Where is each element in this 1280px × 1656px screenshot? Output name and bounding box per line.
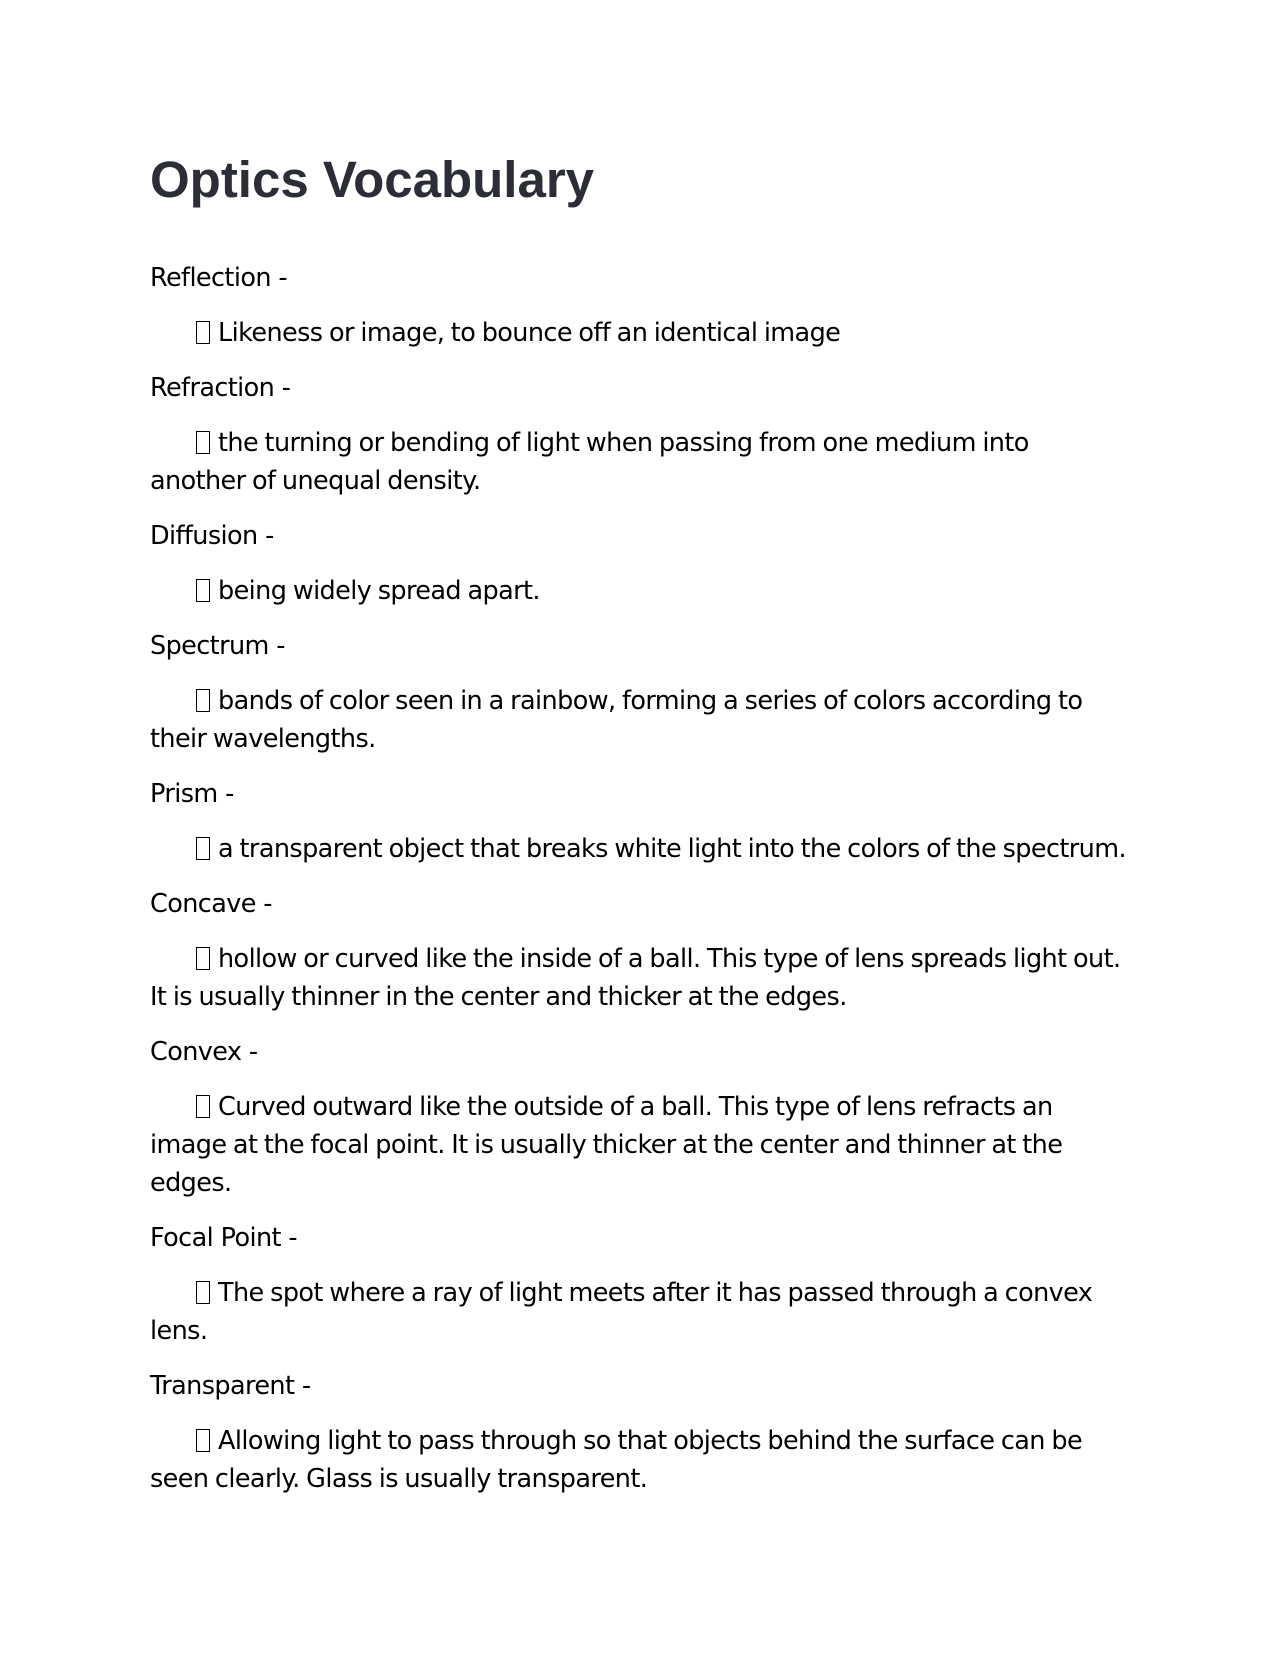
definition-text: the turning or bending of light when passing from one medium into another of unequal density.	[150, 428, 1029, 496]
definition-focal-point	[150, 1274, 1130, 1350]
definition-prism	[150, 830, 1130, 868]
term-convex: Convex -	[150, 1037, 258, 1067]
bullet-placeholder-icon	[196, 579, 210, 602]
definition-diffusion	[150, 572, 1130, 610]
definition-text: Likeness or image, to bounce off an identical image	[218, 318, 841, 348]
term-prism: Prism -	[150, 779, 234, 809]
bullet-placeholder-icon	[196, 431, 210, 454]
definition-text: a transparent object that breaks white light into the colors of the spectrum.	[218, 834, 1126, 864]
definition-concave	[150, 940, 1130, 1016]
bullet-placeholder-icon	[196, 947, 210, 970]
term-reflection: Reflection -	[150, 263, 287, 293]
term-refraction: Refraction -	[150, 373, 291, 403]
term-spectrum: Spectrum -	[150, 631, 285, 661]
definition-text: Curved outward like the outside of a ball. This type of lens refracts an image at the focal point. It is usually thicker at the center and thinner at the edges.	[150, 1092, 1063, 1198]
bullet-placeholder-icon	[196, 1429, 210, 1452]
definition-convex	[150, 1088, 1130, 1202]
bullet-placeholder-icon	[196, 689, 210, 712]
definition-reflection	[150, 314, 1130, 352]
definition-spectrum	[150, 682, 1130, 758]
bullet-placeholder-icon	[196, 837, 210, 860]
definition-text: The spot where a ray of light meets after it has passed through a convex lens.	[150, 1278, 1093, 1346]
definition-transparent	[150, 1422, 1130, 1498]
bullet-placeholder-icon	[196, 1095, 210, 1118]
term-transparent: Transparent -	[150, 1371, 311, 1401]
document-title: Optics Vocabulary	[150, 151, 595, 208]
definition-refraction	[150, 424, 1130, 500]
definition-text: being widely spread apart.	[218, 576, 540, 606]
definition-text: hollow or curved like the inside of a ball. This type of lens spreads light out. It is usually thinner in the center and thicker at the edges.	[150, 944, 1121, 1012]
definition-text: bands of color seen in a rainbow, forming a series of colors according to their wavelengths.	[150, 686, 1083, 754]
definition-text: Allowing light to pass through so that objects behind the surface can be seen clearly. Glass is usually transparent.	[150, 1426, 1083, 1494]
vocabulary-list	[150, 259, 1130, 1515]
bullet-placeholder-icon	[196, 1281, 210, 1304]
term-diffusion: Diffusion -	[150, 521, 274, 551]
bullet-placeholder-icon	[196, 321, 210, 344]
term-concave: Concave -	[150, 889, 272, 919]
term-focal-point: Focal Point -	[150, 1223, 298, 1253]
